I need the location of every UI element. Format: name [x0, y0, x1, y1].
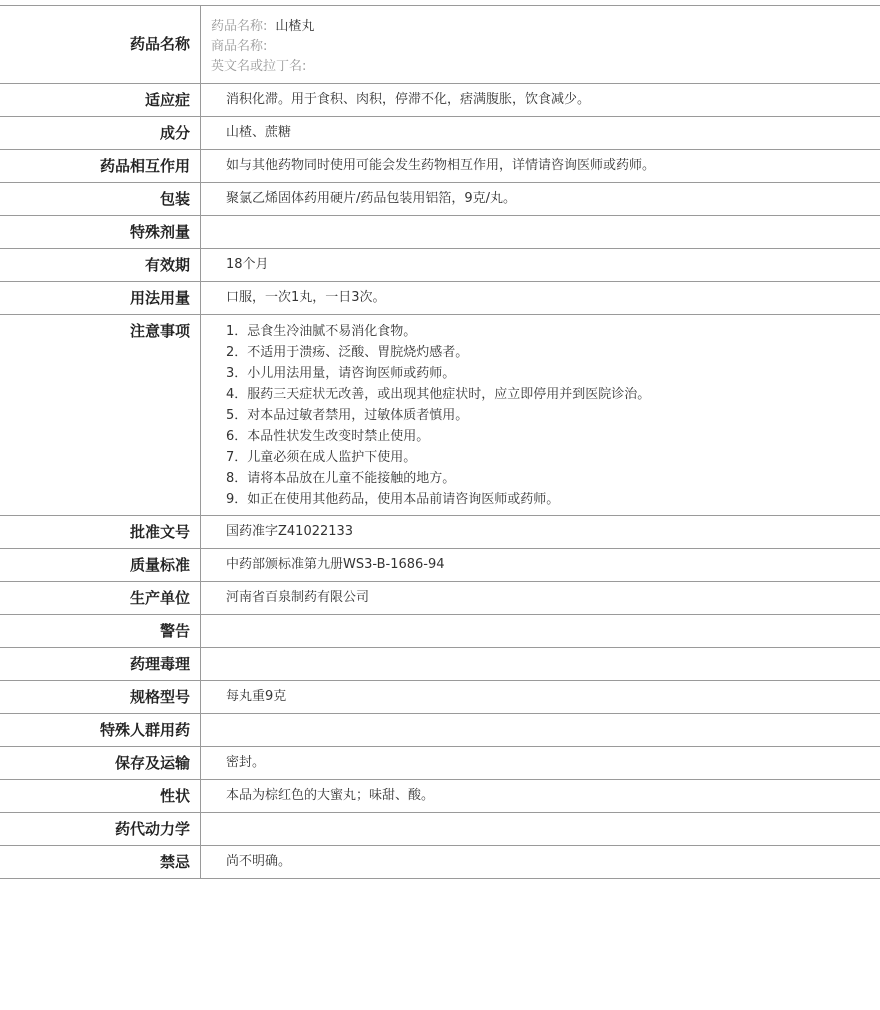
row-dosage	[0, 282, 880, 315]
label-storage: 保存及运输	[0, 747, 201, 780]
notes-item: 8．请将本品放在儿童不能接触的地方。	[226, 471, 456, 486]
trade-name-line	[211, 37, 880, 57]
notes-item: 6．本品性状发生改变时禁止使用。	[226, 429, 430, 444]
label-drug-name: 药品名称	[0, 6, 201, 84]
value-dosage: 口服，一次1丸，一日3次。	[226, 290, 386, 305]
label-interaction: 药品相互作用	[0, 150, 201, 183]
row-special-dose	[0, 216, 880, 249]
row-indication	[0, 84, 880, 117]
label-spec: 规格型号	[0, 681, 201, 714]
value-packaging: 聚氯乙烯固体药用硬片/药品包装用铝箔，9克/丸。	[226, 191, 517, 206]
value-spec: 每丸重9克	[226, 689, 287, 704]
label-warning: 警告	[0, 615, 201, 648]
row-standard	[0, 549, 880, 582]
notes-item: 4．服药三天症状无改善，或出现其他症状时，应立即停用并到医院诊治。	[226, 387, 651, 402]
row-manufacturer	[0, 582, 880, 615]
label-dosage: 用法用量	[0, 282, 201, 315]
drug-spec-table	[0, 5, 880, 879]
row-spec	[0, 681, 880, 714]
label-approval: 批准文号	[0, 516, 201, 549]
value-special-dose	[201, 216, 880, 249]
generic-name-value: 山楂丸	[275, 19, 315, 34]
notes-list	[226, 321, 880, 510]
generic-name-key: 药品名称:	[211, 19, 268, 34]
label-notes: 注意事项	[0, 315, 201, 516]
label-ingredients: 成分	[0, 117, 201, 150]
row-ingredients	[0, 117, 880, 150]
notes-item: 3．小儿用法用量，请咨询医师或药师。	[226, 366, 456, 381]
value-ingredients: 山楂、蔗糖	[226, 125, 292, 140]
row-warning	[0, 615, 880, 648]
value-warning	[201, 615, 880, 648]
notes-item: 9．如正在使用其他药品，使用本品前请咨询医师或药师。	[226, 492, 560, 507]
value-approval: 国药准字Z41022133	[226, 524, 354, 539]
label-contraindication: 禁忌	[0, 846, 201, 879]
trade-name-key: 商品名称:	[211, 39, 268, 54]
label-standard: 质量标准	[0, 549, 201, 582]
label-manufacturer: 生产单位	[0, 582, 201, 615]
value-validity: 18个月	[226, 257, 269, 272]
value-toxicology	[201, 648, 880, 681]
row-notes	[0, 315, 880, 516]
value-indication: 消积化滞。用于食积、肉积，停滞不化，痞满腹胀，饮食减少。	[226, 92, 591, 107]
label-special-groups: 特殊人群用药	[0, 714, 201, 747]
label-special-dose: 特殊剂量	[0, 216, 201, 249]
row-approval	[0, 516, 880, 549]
label-pharmacokinetics: 药代动力学	[0, 813, 201, 846]
value-pharmacokinetics	[201, 813, 880, 846]
row-special-groups	[0, 714, 880, 747]
english-name-key: 英文名或拉丁名:	[211, 59, 307, 74]
label-validity: 有效期	[0, 249, 201, 282]
value-notes	[201, 315, 880, 516]
label-indication: 适应症	[0, 84, 201, 117]
row-interaction	[0, 150, 880, 183]
row-character	[0, 780, 880, 813]
row-storage	[0, 747, 880, 780]
generic-name-line	[211, 17, 880, 37]
row-drug-name	[0, 6, 880, 84]
row-toxicology	[0, 648, 880, 681]
label-packaging: 包装	[0, 183, 201, 216]
label-character: 性状	[0, 780, 201, 813]
value-interaction: 如与其他药物同时使用可能会发生药物相互作用，详情请咨询医师或药师。	[226, 158, 656, 173]
value-contraindication: 尚不明确。	[226, 854, 292, 869]
english-name-line	[211, 57, 880, 77]
notes-item: 5．对本品过敏者禁用，过敏体质者慎用。	[226, 408, 469, 423]
notes-item: 1．忌食生冷油腻不易消化食物。	[226, 324, 417, 339]
row-validity	[0, 249, 880, 282]
value-manufacturer: 河南省百泉制药有限公司	[226, 590, 370, 605]
value-character: 本品为棕红色的大蜜丸；味甜、酸。	[226, 788, 435, 803]
value-standard: 中药部颁标准第九册WS3-B-1686-94	[226, 557, 445, 572]
row-packaging	[0, 183, 880, 216]
row-contraindication	[0, 846, 880, 879]
row-pharmacokinetics	[0, 813, 880, 846]
drug-name-cell	[201, 6, 880, 84]
value-special-groups	[201, 714, 880, 747]
value-storage: 密封。	[226, 755, 266, 770]
notes-item: 2．不适用于溃疡、泛酸、胃脘烧灼感者。	[226, 345, 469, 360]
label-toxicology: 药理毒理	[0, 648, 201, 681]
notes-item: 7．儿童必须在成人监护下使用。	[226, 450, 417, 465]
